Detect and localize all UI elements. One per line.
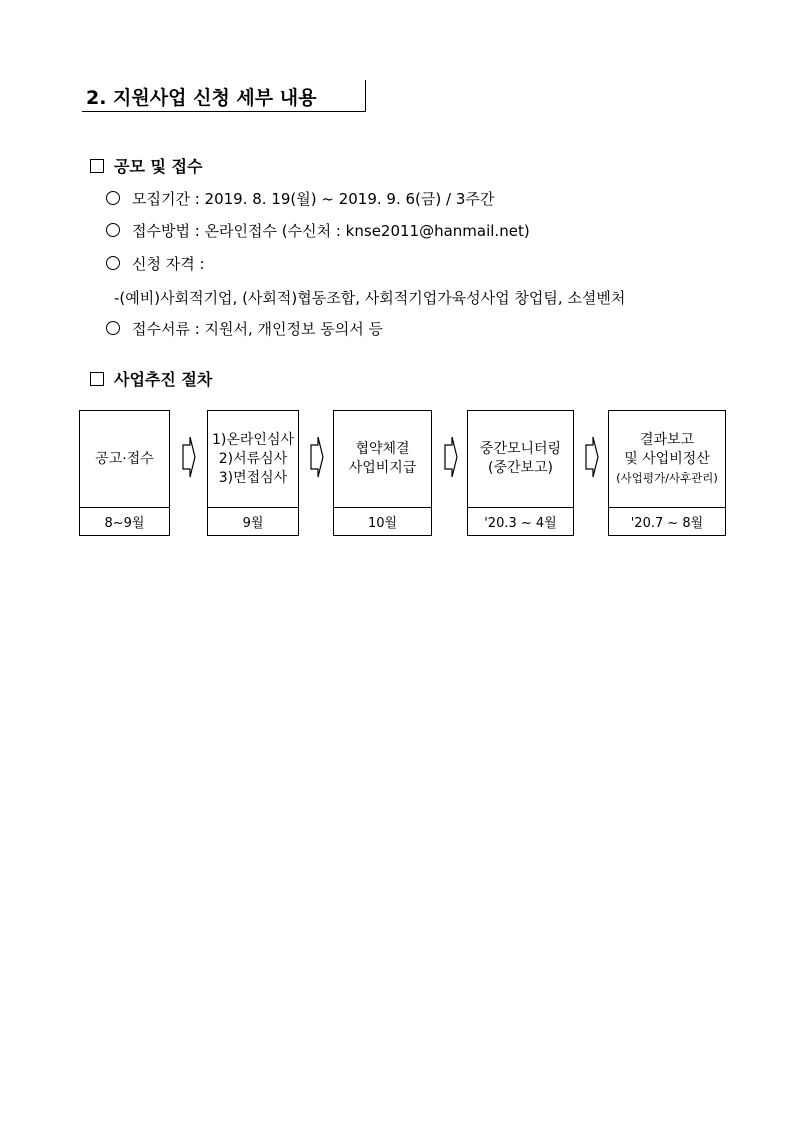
circle-bullet-icon [106,223,120,237]
heading-procedure: 사업추진 절차 [90,367,212,390]
item-period: 모집기간 : 2019. 8. 19(월) ~ 2019. 9. 6(금) / 3주간 [106,188,494,209]
step-period: '20.3 ~ 4월 [484,515,557,531]
step-content: 공고·접수 [80,411,169,508]
step-period: 10월 [367,515,398,531]
step-content: 중간모니터링 (중간보고) [468,411,573,508]
step-box-announcement [79,410,170,536]
step-box-monitoring [467,410,574,536]
arrow-right-icon [182,436,196,478]
arrow-right-icon [585,436,599,478]
step-content: 결과보고 및 사업비정산 (사업평가/사후관리) [609,411,725,508]
step-period: 9월 [242,515,264,531]
step-period: '20.7 ~ 8월 [630,515,704,531]
step-box-agreement [333,410,432,536]
step-period: 8~9월 [104,515,145,531]
arrow-right-icon [310,436,324,478]
step-box-final-report [608,410,726,536]
square-bullet-icon [90,159,104,173]
square-bullet-icon [90,372,104,386]
item-method: 접수방법 : 온라인접수 (수신처 : knse2011@hanmail.net) [106,220,530,241]
heading-recruitment: 공모 및 접수 [90,154,202,177]
step-content: 협약체결 사업비지급 [334,411,431,508]
step-content: 1)온라인심사 2)서류심사 3)면접심사 [208,411,298,508]
circle-bullet-icon [106,321,120,335]
item-eligibility: 신청 자격 : [106,253,205,274]
step-box-review [207,410,299,536]
eligibility-detail: -(예비)사회적기업, (사회적)협동조합, 사회적기업가육성사업 창업팀, 소셜벤처 [114,289,626,307]
circle-bullet-icon [106,256,120,270]
arrow-right-icon [444,436,458,478]
circle-bullet-icon [106,191,120,205]
section-title: 2. 지원사업 신청 세부 내용 [86,87,317,109]
item-documents: 접수서류 : 지원서, 개인정보 동의서 등 [106,318,383,339]
section-title-box [82,80,366,112]
